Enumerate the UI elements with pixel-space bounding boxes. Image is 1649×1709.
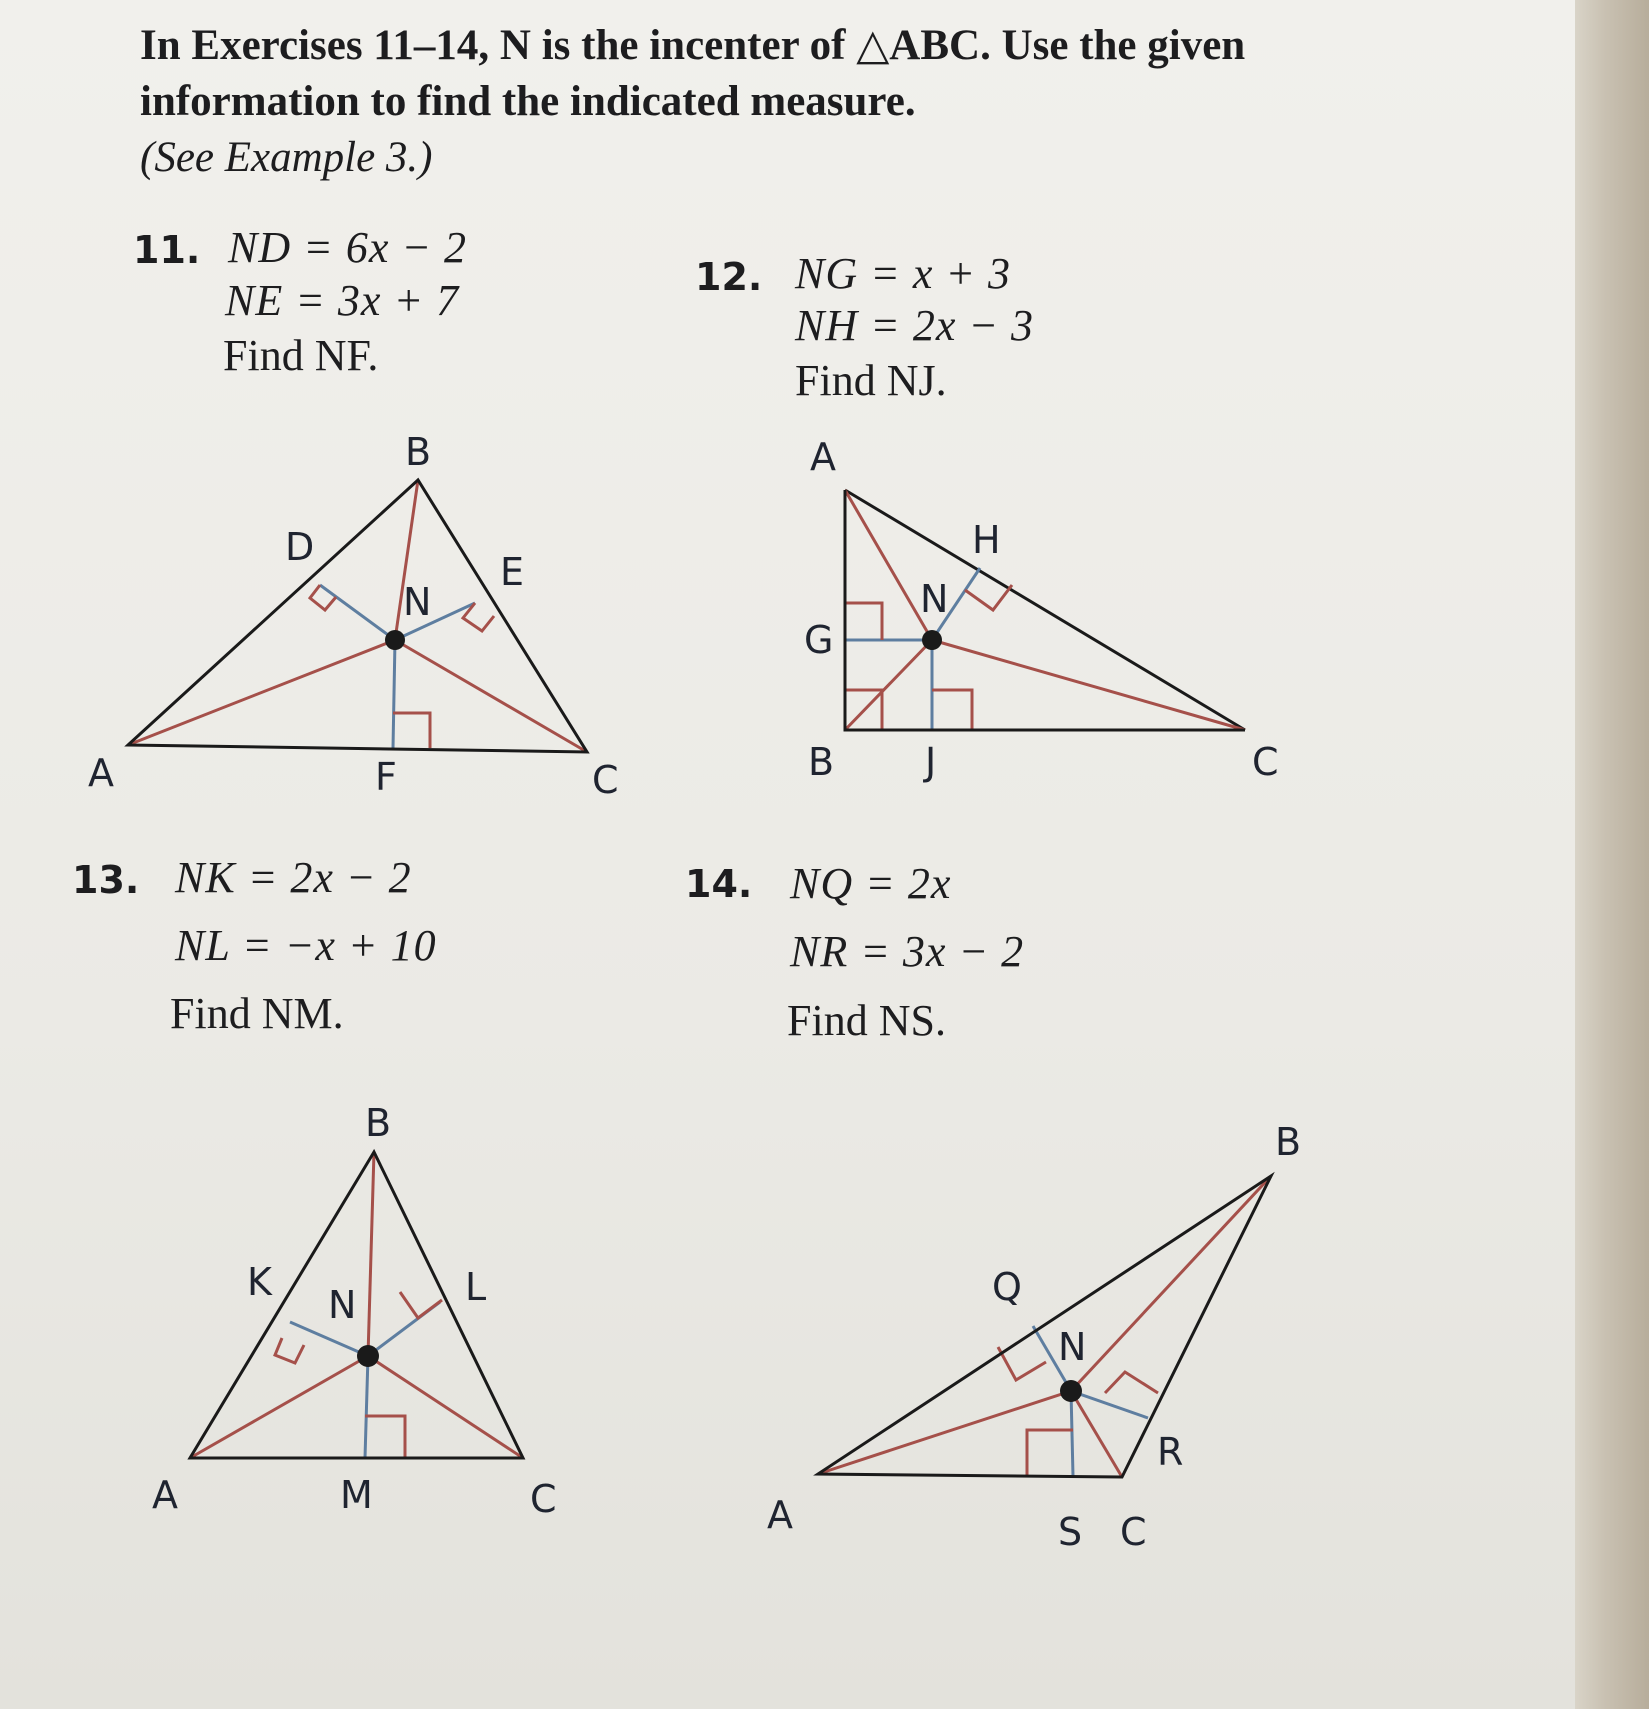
label-B: B (405, 430, 432, 474)
label-D: D (285, 525, 315, 569)
instructions-text: In Exercises 11–14, N is the incenter of △ABC. Use the given information to find the indicated measure. (140, 22, 1246, 125)
exercise-13-number: 13. (72, 858, 140, 902)
exercise-13-find: Find NM. (170, 989, 344, 1038)
page-edge (1575, 0, 1649, 1709)
label-Q: Q (992, 1265, 1022, 1309)
label-B: B (808, 740, 835, 784)
exercise-14-given-1: NQ = 2x (790, 859, 952, 908)
label-A: A (88, 751, 114, 795)
label-C: C (592, 758, 619, 802)
label-N: N (1058, 1325, 1087, 1369)
label-N: N (920, 577, 949, 621)
label-J: J (925, 740, 937, 784)
exercise-13-given-1: NK = 2x − 2 (175, 853, 412, 902)
incenter-point (1060, 1380, 1082, 1402)
label-B: B (365, 1101, 392, 1145)
exercise-12-given-1: NG = x + 3 (795, 249, 1012, 298)
bisector-CN (1071, 1391, 1122, 1477)
label-N: N (328, 1283, 357, 1327)
right-angle-S (1027, 1430, 1073, 1476)
exercise-11-given-1: ND = 6x − 2 (228, 223, 468, 272)
exercise-12-given-2: NH = 2x − 3 (795, 301, 1035, 350)
label-C: C (1120, 1510, 1147, 1554)
exercise-11-find: Find NF. (223, 331, 379, 380)
label-A: A (152, 1473, 178, 1517)
see-example: (See Example 3.) (140, 134, 433, 181)
bisector-AN (818, 1391, 1071, 1474)
exercise-11-number: 11. (133, 228, 201, 272)
exercise-14-find: Find NS. (787, 996, 946, 1045)
label-A: A (767, 1493, 793, 1537)
label-E: E (500, 550, 525, 594)
label-B: B (1275, 1120, 1302, 1164)
label-N: N (403, 580, 432, 624)
bisector-BN (1071, 1176, 1271, 1391)
right-angle-R (1105, 1372, 1158, 1393)
label-M: M (340, 1473, 373, 1517)
exercise-14-given-2: NR = 3x − 2 (790, 927, 1025, 976)
label-L: L (465, 1265, 487, 1309)
label-H: H (972, 518, 1001, 562)
label-F: F (375, 755, 397, 799)
label-C: C (530, 1477, 557, 1521)
label-R: R (1157, 1430, 1184, 1474)
label-C: C (1252, 740, 1279, 784)
exercise-13-given-2: NL = −x + 10 (175, 921, 437, 970)
exercise-12-number: 12. (695, 255, 763, 299)
label-S: S (1058, 1510, 1083, 1554)
exercise-12-find: Find NJ. (795, 356, 947, 405)
exercise-11-given-2: NE = 3x + 7 (225, 276, 460, 325)
perpendicular-NS (1071, 1391, 1073, 1476)
perpendicular-NR (1071, 1391, 1148, 1418)
label-G: G (804, 618, 834, 662)
label-K: K (247, 1260, 272, 1304)
label-A: A (810, 435, 836, 479)
triangle-ABC (818, 1176, 1271, 1477)
exercise-14-number: 14. (685, 862, 753, 906)
